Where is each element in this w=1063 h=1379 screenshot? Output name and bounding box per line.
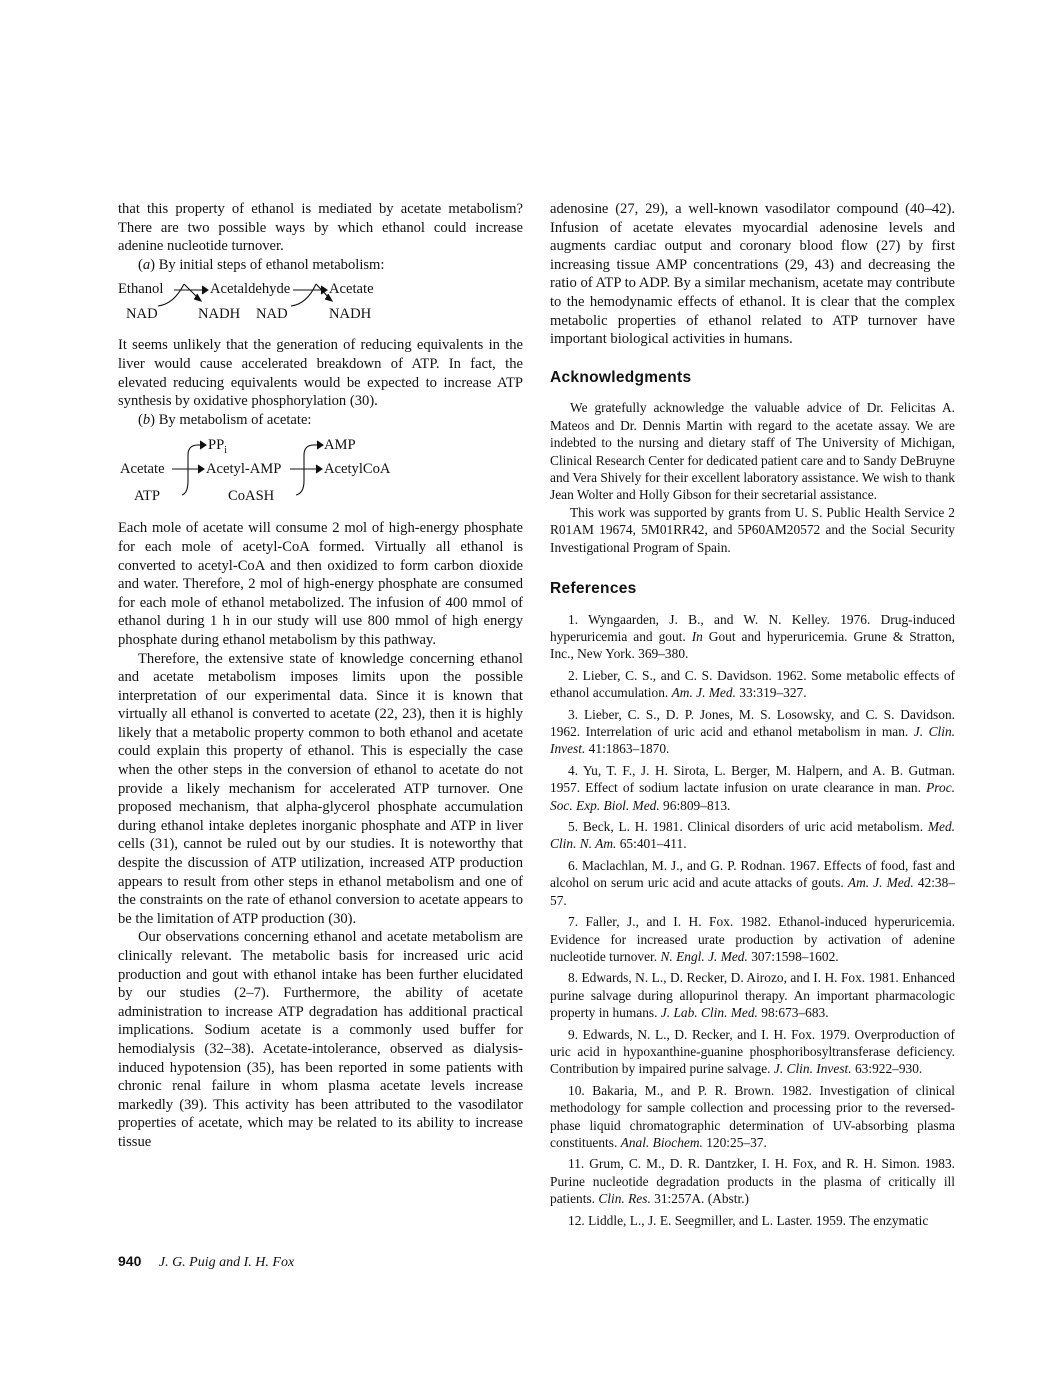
reference-volume: 120:25–37. (702, 1134, 767, 1150)
label-text: By initial steps of ethanol metabolism: (155, 256, 385, 273)
acetate-metabolism-scheme (118, 435, 523, 511)
reference-list (550, 611, 955, 1229)
right-column (550, 200, 955, 1233)
references-heading: References (550, 580, 637, 597)
acknowledgments-paragraph: We gratefully acknowledge the valuable advice of Dr. Felicitas A. Mateos and Dr. Dennis Martin with regard to the acetate assay. We are indebted to the nursing and dietary staff of The University of Michigan, Clinical Research Center for dedicated patient care and to Sandy DeBruyne and Vera Shively for their excellent laboratory assistance. We wish to thank Jean Wolter and Holly Gibson for their secretarial assistance. (550, 400, 955, 503)
scheme-a-label: (a) By initial steps of ethanol metabolism: (138, 256, 385, 273)
reference-text: 2. Lieber, C. S., and C. S. Davidson. 1962. Some metabolic effects of ethanol accumulation. (550, 667, 955, 701)
reference-item (550, 706, 955, 758)
reference-journal: Proc. Soc. Exp. Biol. Med. (550, 780, 955, 813)
reference-volume: 96:809–813. (659, 797, 731, 813)
nad-label: NAD (126, 306, 158, 323)
ppi-text: PP (208, 437, 225, 454)
reference-text: 9. Edwards, N. L., D. Recker, and I. H. Fox. 1979. Overproduction of uric acid in hypoxanthine-guanine phosphoribosyltransferase deficiency. Contribution by impaired purine salvage. (550, 1026, 955, 1077)
label-text: By metabolism of acetate: (155, 411, 312, 428)
reference-item (550, 1212, 955, 1229)
reference-item (550, 762, 955, 814)
label-letter: b (142, 411, 151, 428)
paragraph: Each mole of acetate will consume 2 mol of high-energy phosphate for each mole of acetyl-CoA formed. Virtually all ethanol is converted to acetyl-CoA and then oxidized to form carbon dioxide and water. Therefore, 2 mol of high-energy phosphate are consumed for each mole of ethanol metabolized. The infusion of 400 mmol of ethanol during 1 h in our study will use 800 mmol of high energy phosphate during ethanol metabolism by this pathway. (118, 520, 523, 648)
paragraph: that this property of ethanol is mediated by acetate metabolism? There are two possible ways by which ethanol could increase adenine nucleotide turnover. (118, 201, 523, 255)
nad-label: NAD (256, 306, 288, 323)
ethanol-metabolism-scheme (118, 280, 523, 328)
acknowledgments-heading: Acknowledgments (550, 368, 692, 386)
reference-journal: In (691, 629, 703, 644)
reference-text: 7. Faller, J., and I. H. Fox. 1982. Ethanol-induced hyperuricemia. Evidence for increased urate production by activation of adenine nucleotide turnover. (550, 914, 955, 964)
reference-text: 12. Liddle, L., J. E. Seegmiller, and L. Laster. 1959. The enzymatic (568, 1212, 929, 1228)
scheme-b-arrows (118, 435, 523, 511)
reference-item (550, 1082, 955, 1152)
reference-text: 10. Bakaria, M., and P. R. Brown. 1982. Investigation of clinical methodology for sample collection and processing prior to the reversed-phase liquid chromatographic determination of UV-absorbing plasma constituents. (550, 1082, 955, 1150)
reference-volume: 307:1598–1602. (747, 948, 839, 964)
ethanol-label: Ethanol (118, 281, 164, 298)
reference-journal: Anal. Biochem. (620, 1134, 703, 1150)
reference-volume: 31:257A. (Abstr.) (650, 1191, 750, 1207)
reference-volume: Gout and hyperuricemia. Grune & Stratton, Inc., New York. 369–380. (550, 629, 955, 662)
running-authors: J. G. Puig and I. H. Fox (158, 1255, 295, 1270)
reference-text: 6. Maclachlan, M. J., and G. P. Rodnan. 1967. Effects of food, fast and alcohol on serum uric acid and acute attacks of gouts. (550, 857, 955, 891)
paragraph: Therefore, the extensive state of knowledge concerning ethanol and acetate metabolism imposes limits upon the possible interpretation of our experimental data. Since it is known that virtually all ethanol is converted to acetate (22, 23), then it is highly likely that a metabolic property common to both ethanol and acetate could explain this property of ethanol. This is especially the case when the other steps in the conversion of ethanol to acetate do not provide a likely mechanism for accelerated ATP turnover. One proposed mechanism, that alpha-glycerol phosphate accumulation during ethanol intake depletes inorganic phosphate and ATP in liver cells (31), cannot be ruled out by our studies. It is noteworthy that despite the discussion of ATP utilization, increased ATP production appears to result from other steps in ethanol metabolism and one of the constraints on the rate of ethanol conversion to acetate appears to be the limitation of ATP production (30). (118, 650, 523, 927)
acetyl-amp-label: Acetyl-AMP (206, 461, 282, 478)
reference-text: 5. Beck, L. H. 1981. Clinical disorders of uric acid metabolism. (568, 819, 928, 835)
acetate-label: Acetate (329, 281, 374, 298)
reference-journal: Am. J. Med. (847, 875, 914, 891)
left-column (118, 200, 523, 1152)
reference-journal: J. Clin. Invest. (773, 1061, 852, 1077)
reference-item (550, 818, 955, 853)
reference-item (550, 969, 955, 1021)
reference-text: 11. Grum, C. M., D. R. Dantzker, I. H. Fox, and R. H. Simon. 1983. Purine nucleotide degradation products in the plasma of critically ill patients. (550, 1156, 955, 1207)
reference-volume: 42:38–57. (550, 875, 956, 908)
ppi-label (208, 436, 227, 461)
atp-label: ATP (134, 488, 160, 505)
paragraph: adenosine (27, 29), a well-known vasodilator compound (40–42). Infusion of acetate elevates myocardial adenosine levels and augments cardiac output and coronary blood flow (27) by first increasing tissue AMP concentrations (29, 43) and decreasing the ratio of ATP to ADP. By a similar mechanism, acetate may contribute to the hemodynamic effects of ethanol. It is clear that the complex metabolic properties of ethanol related to ATP turnover have important biological activities in humans. (550, 201, 955, 348)
nadh-label: NADH (198, 306, 241, 323)
acetaldehyde-label: Acetaldehyde (210, 281, 291, 298)
page-footer (118, 1253, 294, 1271)
acetate-label: Acetate (120, 461, 165, 478)
reference-volume: 41:1863–1870. (585, 741, 670, 757)
reference-text: 4. Yu, T. F., J. H. Sirota, L. Berger, M. Halpern, and A. B. Gutman. 1957. Effect of sodium lactate infusion on urate clearance in man. (550, 762, 955, 796)
reference-volume: 98:673–683. (757, 1005, 829, 1021)
reference-item (550, 857, 955, 909)
coash-label: CoASH (228, 488, 275, 505)
reference-journal: J. Lab. Clin. Med. (660, 1005, 758, 1021)
page-number: 940 (118, 1253, 142, 1269)
label-letter: a (142, 256, 151, 273)
nadh-label: NADH (329, 306, 372, 323)
funding-paragraph: This work was supported by grants from U. S. Public Health Service 2 R01AM 19674, 5M01RR42, and 5P60AM20572 and the Social Security Investigational Program of Spain. (550, 504, 955, 555)
amp-label: AMP (324, 437, 356, 454)
reference-text: 8. Edwards, N. L., D. Recker, D. Airozo, and I. H. Fox. 1981. Enhanced purine salvage during allopurinol therapy. An important pharmacologic property in humans. (550, 970, 955, 1021)
reference-text: 3. Lieber, C. S., D. P. Jones, M. S. Losowsky, and C. S. Davidson. 1962. Interrelation of uric acid and ethanol metabolism in man. (550, 706, 955, 740)
reference-volume: 33:319–327. (735, 685, 807, 701)
reference-item (550, 611, 955, 663)
paragraph: It seems unlikely that the generation of reducing equivalents in the liver would cause accelerated breakdown of ATP. In fact, the elevated reducing equivalents would be expected to increase ATP synthesis by oxidative phosphorylation (30). (118, 337, 523, 410)
scheme-b-label: (b) By metabolism of acetate: (138, 411, 312, 428)
reference-journal: Am. J. Med. (671, 685, 736, 701)
acetylcoa-label: AcetylCoA (324, 461, 391, 478)
scheme-a-arrows (118, 280, 523, 328)
ppi-subscript: i (224, 445, 228, 457)
reference-journal: J. Clin. Invest. (550, 724, 955, 757)
reference-journal: N. Engl. J. Med. (660, 948, 748, 964)
reference-volume: 63:922–930. (851, 1061, 923, 1077)
reference-item (550, 667, 955, 702)
reference-item (550, 1026, 955, 1078)
reference-text: 1. Wyngaarden, J. B., and W. N. Kelley. 1976. Drug-induced hyperuricemia and gout. (550, 611, 955, 644)
reference-volume: 65:401–411. (616, 836, 687, 852)
reference-journal: Med. Clin. N. Am. (550, 819, 955, 852)
reference-journal: Clin. Res. (598, 1191, 651, 1207)
reference-item (550, 1155, 955, 1207)
reference-item (550, 913, 955, 965)
paragraph: Our observations concerning ethanol and acetate metabolism are clinically relevant. The metabolic basis for increased uric acid production and gout with ethanol intake has been further elucidated by our studies (2–7). Furthermore, the ability of acetate administration to increase ATP degradation has additional practical implications. Sodium acetate is a commonly used buffer for hemodialysis (32–38). Acetate-intolerance, observed as dialysis-induced hypotension (35), has been reported in some patients with chronic renal failure in whom plasma acetate levels increase markedly (39). This activity has been attributed to the vasodilator properties of acetate, which may be related to its ability to increase tissue (118, 929, 523, 1150)
